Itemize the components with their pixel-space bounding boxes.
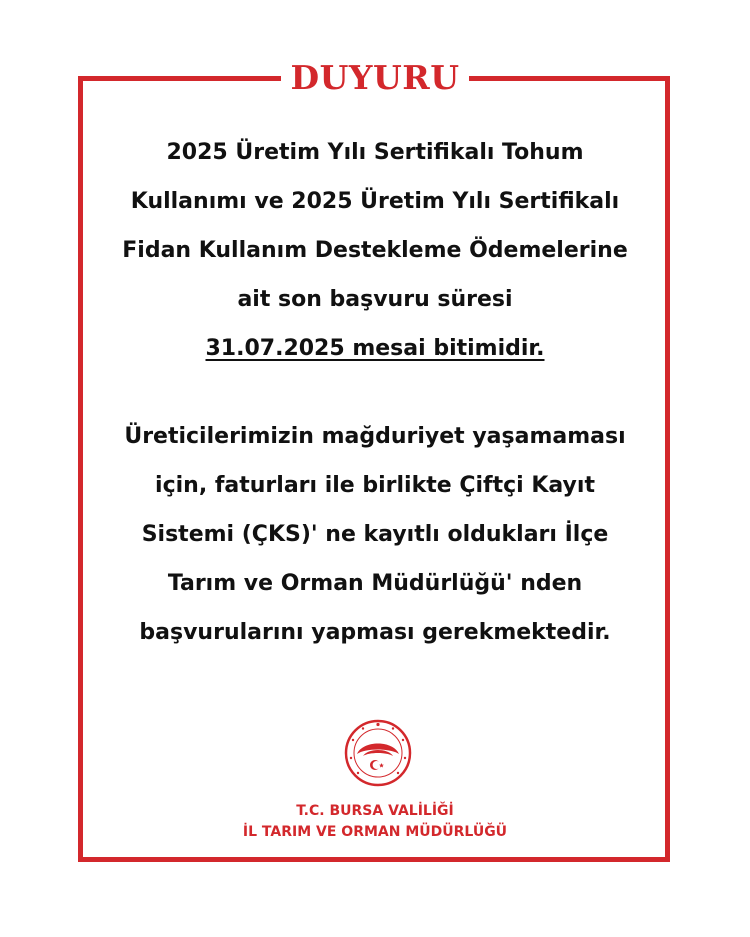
paragraph-line: Sistemi (ÇKS)' ne kayıtlı oldukları İlçe <box>141 522 609 547</box>
org-line-governorship: T.C. BURSA VALİLİĞİ <box>296 803 454 819</box>
announcement-heading-wrap <box>0 56 750 106</box>
paragraph-line: ait son başvuru süresi <box>237 287 513 312</box>
ministry-seal-icon <box>343 718 413 788</box>
deadline-paragraph <box>80 128 670 373</box>
paragraph-line: Fidan Kullanım Destekleme Ödemelerine <box>122 238 628 263</box>
instruction-paragraph <box>80 412 670 657</box>
announcement-heading: DUYURU <box>281 56 470 100</box>
org-line-directorate: İL TARIM VE ORMAN MÜDÜRLÜĞÜ <box>242 824 508 840</box>
paragraph-line: başvurularını yapması gerekmektedir. <box>139 620 611 645</box>
paragraph-line: Tarım ve Orman Müdürlüğü' nden <box>167 571 583 596</box>
paragraph-line: Üreticilerimizin mağduriyet yaşamaması <box>124 424 626 449</box>
paragraph-line: Kullanımı ve 2025 Üretim Yılı Sertifikalı <box>130 189 620 214</box>
paragraph-line: 2025 Üretim Yılı Sertifikalı Tohum <box>166 140 584 165</box>
deadline-date: 31.07.2025 mesai bitimidir. <box>205 336 545 361</box>
paragraph-line: için, faturları ile birlikte Çiftçi Kayıt <box>155 473 595 498</box>
